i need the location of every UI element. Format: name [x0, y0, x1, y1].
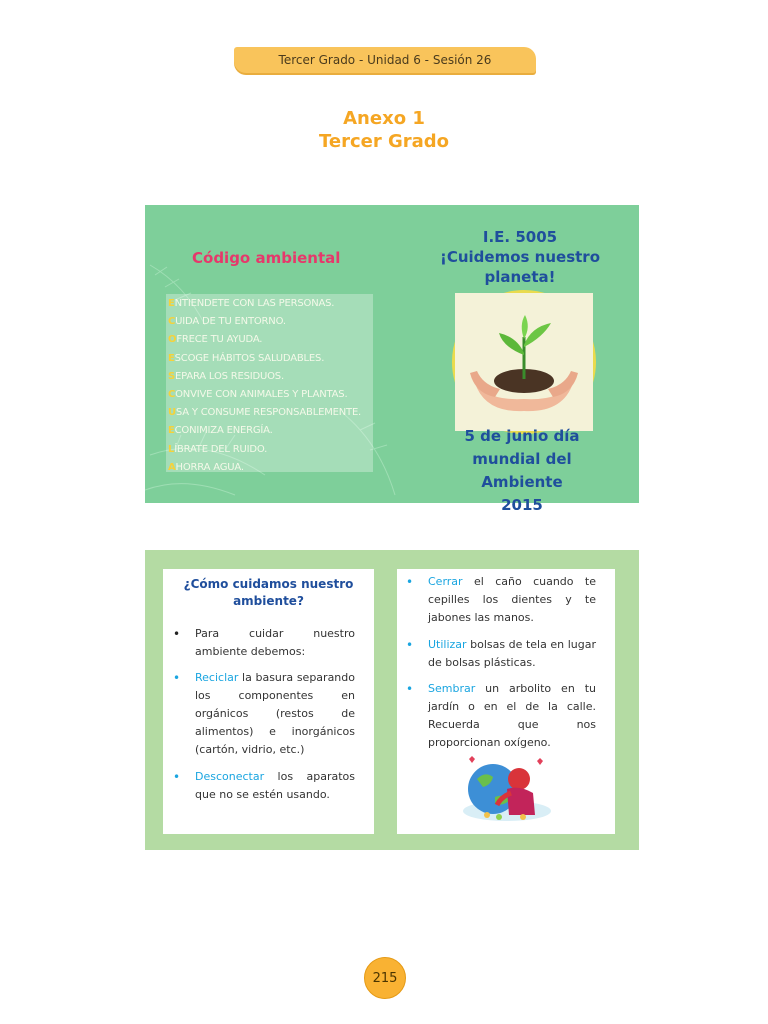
- environment-poster: [145, 205, 639, 514]
- list-item: • Desconectar los aparatos que no se estén usando.: [173, 770, 355, 801]
- list-item: CUIDA DE TU ENTORNO.: [168, 316, 286, 328]
- list-item: • Reciclar la basura separando los componentes en orgánicos (restos de alimentos) e inorgánicos (cartón, vidrio, etc.): [173, 671, 355, 756]
- page-number: 215: [364, 957, 406, 999]
- tips-card-right: [397, 569, 615, 834]
- list-item: • Para cuidar nuestro ambiente debemos:: [173, 627, 355, 658]
- list-item: LÍBRATE DEL RUIDO.: [168, 443, 268, 455]
- list-item: AHORRA AGUA.: [168, 461, 244, 473]
- list-item: USA Y CONSUME RESPONSABLEMENTE.: [168, 407, 362, 419]
- environment-day-heading: 5 de junio día mundial del Ambiente 2015: [464, 427, 580, 514]
- session-banner-text: Tercer Grado - Unidad 6 - Sesión 26: [278, 53, 492, 67]
- school-heading: I.E. 5005 ¡Cuidemos nuestro planeta!: [440, 228, 600, 286]
- list-item: SEPARA LOS RESIDUOS.: [168, 370, 284, 382]
- list-item: ESCOGE HÁBITOS SALUDABLES.: [168, 352, 325, 364]
- hands-plant-image: [452, 290, 596, 434]
- earth-hug-icon: [457, 749, 557, 827]
- list-item: ENTIENDETE CON LAS PERSONAS.: [168, 298, 335, 309]
- tips-panel: [145, 550, 639, 850]
- seedling-icon: [455, 293, 593, 431]
- list-item: CONVIVE CON ANIMALES Y PLANTAS.: [168, 389, 348, 401]
- list-item: • Sembrar un arbolito en tu jardín o en el de la calle. Recuerda que nos proporcionan oxígeno.: [406, 682, 596, 749]
- list-item: OFRECE TU AYUDA.: [168, 334, 263, 346]
- code-title: Código ambiental: [192, 249, 341, 267]
- tips-card-left: [163, 569, 374, 834]
- card-title: ¿Cómo cuidamos nuestro ambiente?: [183, 577, 354, 608]
- code-list: [168, 295, 361, 477]
- list-item: ECONIMIZA ENERGÍA.: [168, 425, 273, 437]
- grade-title: Tercer Grado: [318, 131, 450, 152]
- list-item: • Cerrar el caño cuando te cepilles los dientes y te jabones las manos.: [406, 575, 596, 624]
- annex-title: Anexo 1: [343, 108, 425, 129]
- list-item: • Utilizar bolsas de tela en lugar de bolsas plásticas.: [406, 638, 596, 669]
- session-banner: [234, 47, 536, 73]
